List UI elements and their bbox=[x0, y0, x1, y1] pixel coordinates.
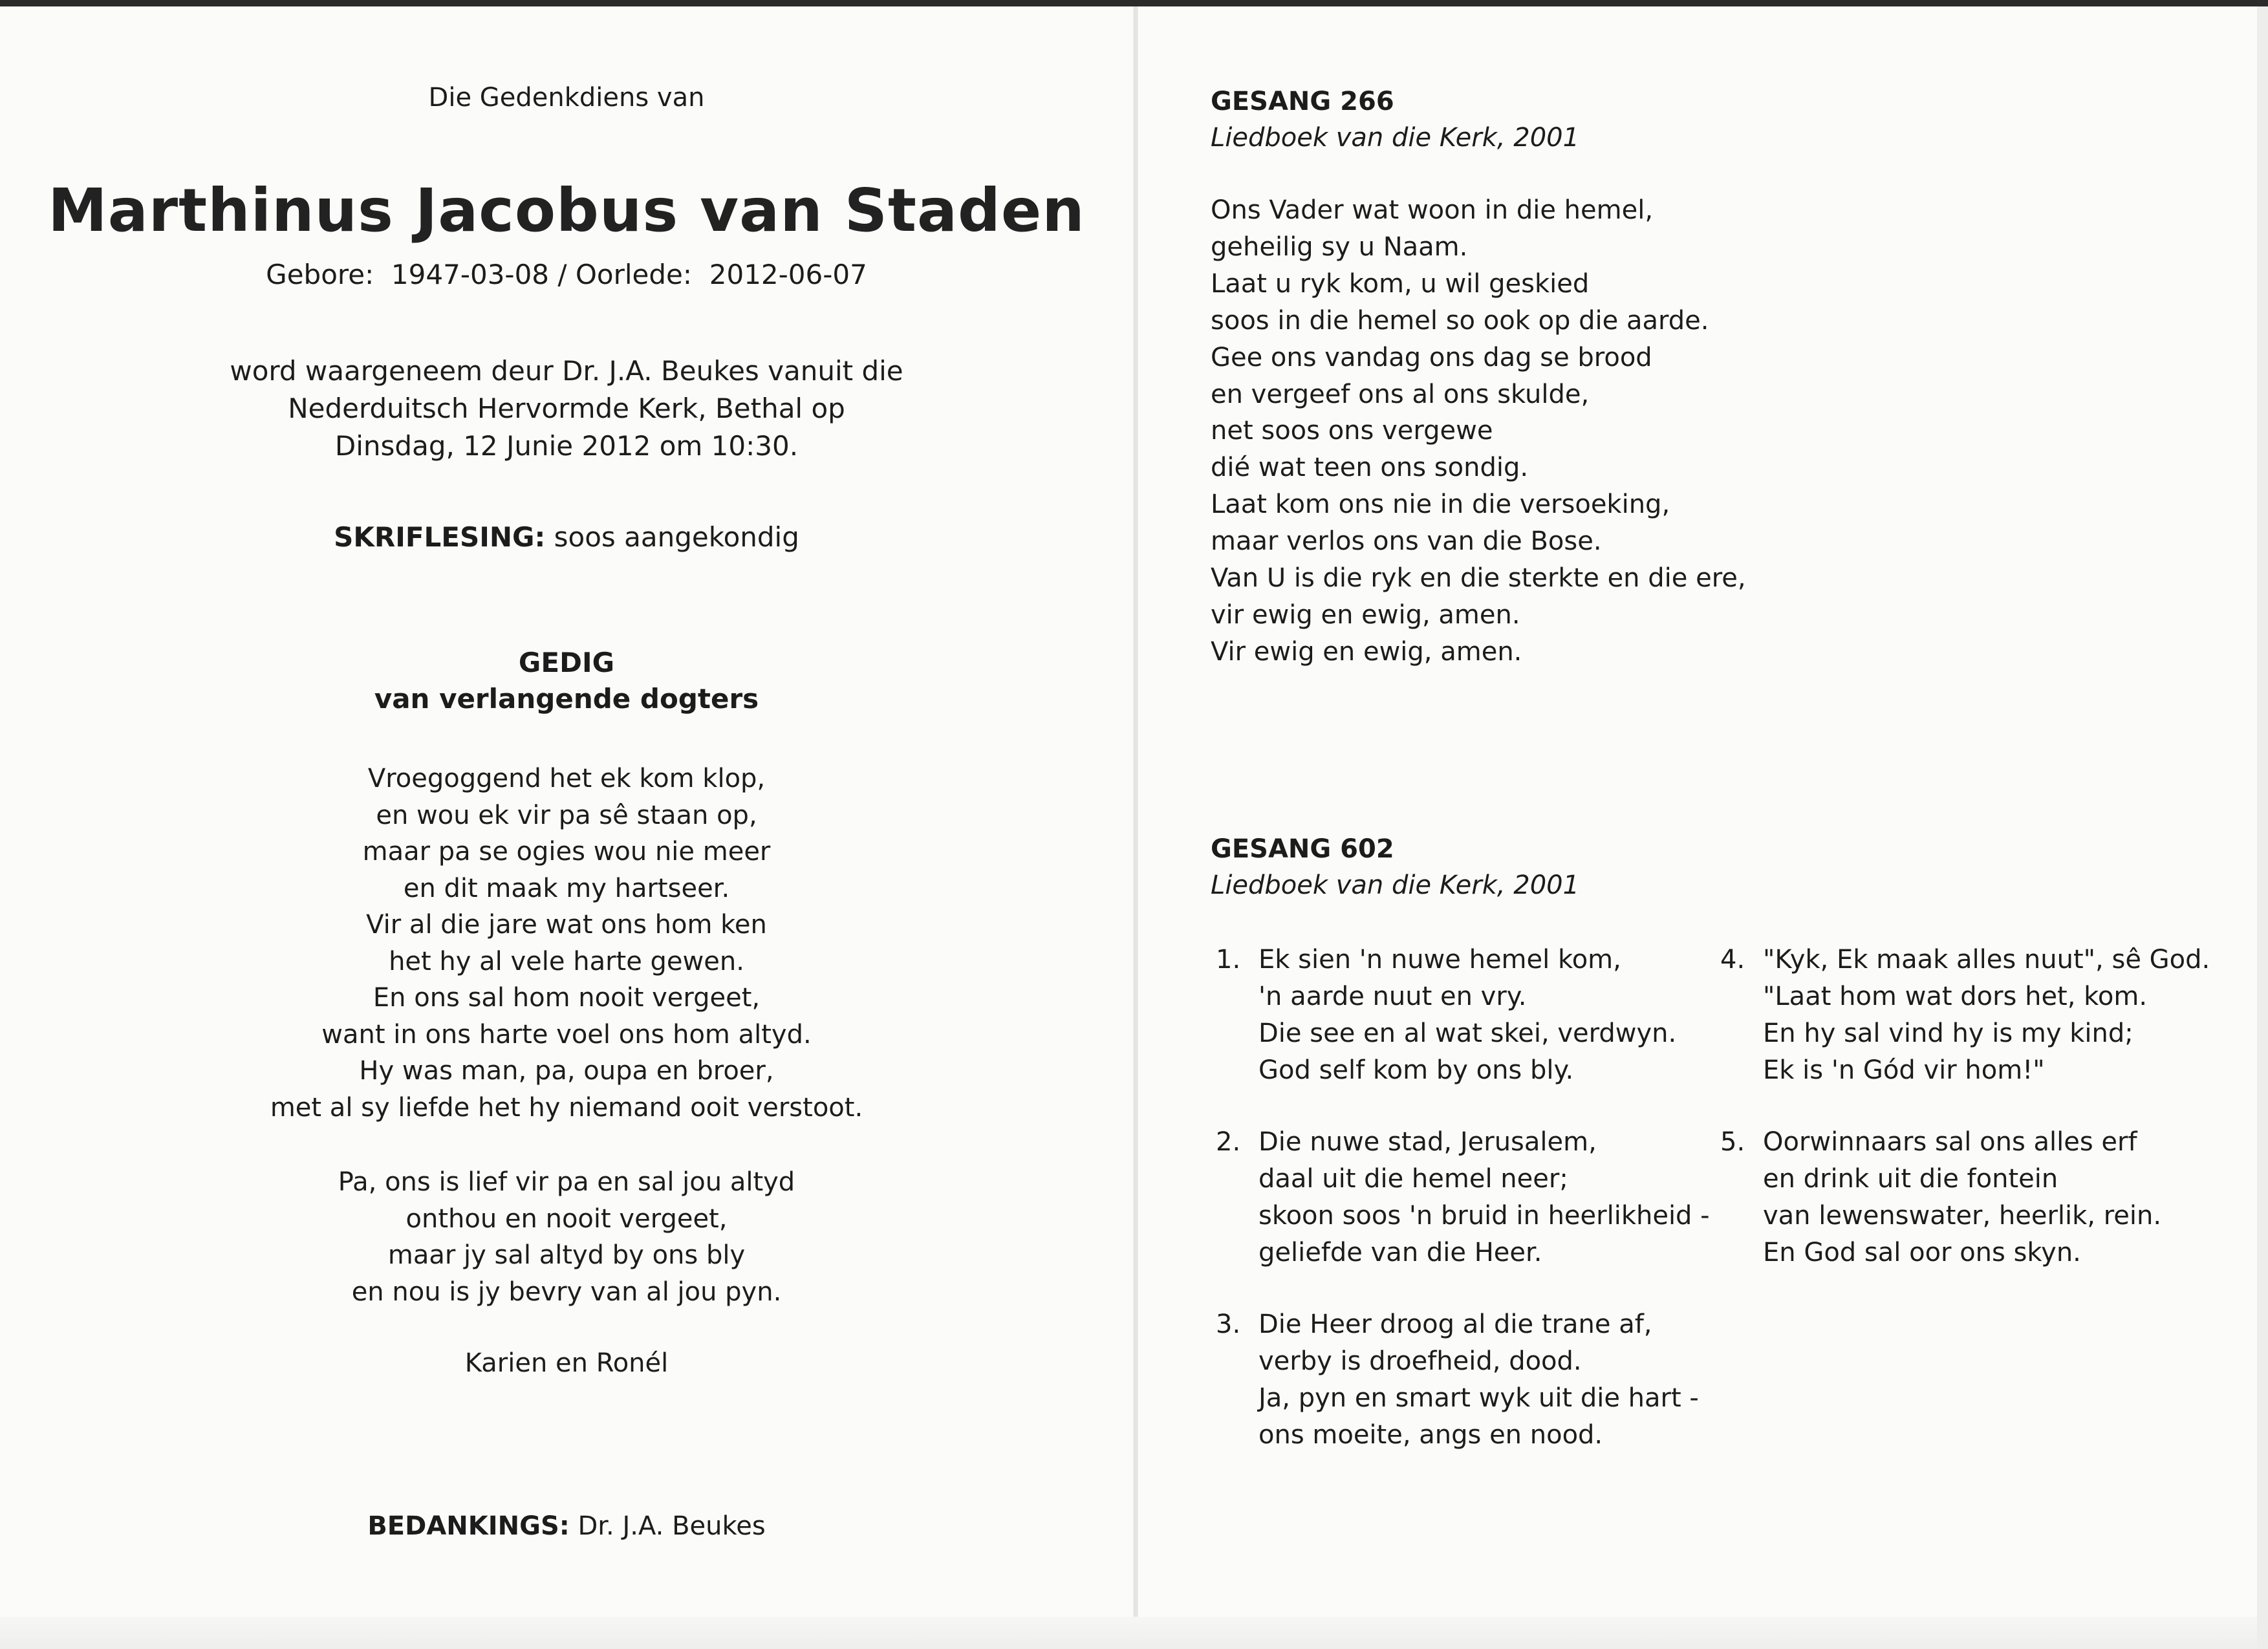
memorial-heading: Die Gedenkdiens van bbox=[428, 83, 705, 113]
lyric-line: En hy sal vind hy is my kind; bbox=[1763, 1018, 2133, 1048]
poem-line: Vroegoggend het ek kom klop, bbox=[367, 764, 766, 793]
right-page bbox=[1138, 0, 2257, 1649]
lyric-line: Laat u ryk kom, u wil geskied bbox=[1211, 268, 1590, 299]
lyric-line: Ons Vader wat woon in die hemel, bbox=[1211, 195, 1654, 225]
lyric-line: Vir ewig en ewig, amen. bbox=[1211, 636, 1522, 667]
poem-line: en dit maak my hartseer. bbox=[403, 873, 730, 903]
poem-subtitle: van verlangende dogters bbox=[374, 683, 759, 715]
lyric-line: net soos ons vergewe bbox=[1211, 416, 1493, 446]
poem-line: maar jy sal altyd by ons bly bbox=[387, 1240, 746, 1270]
scripture-label: SKRIFLESING: bbox=[334, 521, 546, 553]
poem-line: met al sy liefde het hy niemand ooit verstoot. bbox=[270, 1092, 863, 1123]
service-details bbox=[0, 352, 1133, 465]
poem-line: en wou ek vir pa sê staan op, bbox=[376, 800, 757, 830]
scripture-reading bbox=[0, 521, 1133, 553]
stanza-number: 1. bbox=[1216, 945, 1241, 975]
song-2-source: Liedboek van die Kerk, 2001 bbox=[1211, 870, 1580, 900]
lyric-line: Ek is 'n Gód vir hom!" bbox=[1763, 1055, 2045, 1085]
thanks-label: BEDANKINGS: bbox=[367, 1511, 570, 1541]
lyric-line: "Kyk, Ek maak alles nuut", sê God. bbox=[1763, 945, 2210, 975]
song-1-title: GESANG 266 bbox=[1211, 87, 1394, 116]
lyric-line: Die see en al wat skei, verdwyn. bbox=[1258, 1018, 1677, 1048]
lyric-line: en vergeef ons al ons skulde, bbox=[1211, 379, 1590, 409]
lyric-line: Laat kom ons nie in die versoeking, bbox=[1211, 490, 1670, 520]
lyric-line: Van U is die ryk en die sterkte en die ere, bbox=[1211, 563, 1746, 594]
lyric-line: Gee ons vandag ons dag se brood bbox=[1211, 342, 1652, 372]
poem-line: want in ons harte voel ons hom altyd. bbox=[321, 1019, 812, 1050]
stanza-2 bbox=[1216, 1124, 1710, 1271]
lyric-line: van lewenswater, heerlik, rein. bbox=[1763, 1201, 2162, 1231]
stanza-5 bbox=[1720, 1124, 2161, 1271]
lyric-line: Die Heer droog al die trane af, bbox=[1258, 1310, 1652, 1339]
lyric-line: daal uit die hemel neer; bbox=[1258, 1164, 1568, 1194]
lyric-line: "Laat hom wat dors het, kom. bbox=[1763, 982, 2148, 1011]
song-1-lyrics bbox=[1211, 192, 1746, 671]
lyric-line: Die nuwe stad, Jerusalem, bbox=[1258, 1127, 1597, 1157]
lyric-line: geliefde van die Heer. bbox=[1258, 1238, 1542, 1267]
lyric-line: geheilig sy u Naam. bbox=[1211, 232, 1468, 262]
song-2-title: GESANG 602 bbox=[1211, 834, 1394, 864]
poem-verse-2 bbox=[0, 1164, 1133, 1310]
stanza-3 bbox=[1216, 1306, 1699, 1454]
poem-verse-1 bbox=[0, 760, 1133, 1126]
poem-signature: Karien en Ronél bbox=[464, 1348, 669, 1378]
thanks-value: Dr. J.A. Beukes bbox=[578, 1511, 766, 1541]
stanza-4 bbox=[1720, 942, 2210, 1089]
poem-line: Vir al die jare wat ons hom ken bbox=[366, 910, 767, 940]
birth-death-dates: Gebore: 1947-03-08 / Oorlede: 2012-06-07 bbox=[266, 259, 867, 290]
poem-title: GEDIG bbox=[518, 647, 615, 678]
service-line: Nederduitsch Hervormde Kerk, Bethal op bbox=[288, 393, 845, 424]
stanza-1 bbox=[1216, 942, 1676, 1089]
stanza-number: 4. bbox=[1720, 945, 1745, 975]
poem-line: onthou en nooit vergeet, bbox=[405, 1203, 728, 1234]
lyric-line: maar verlos ons van die Bose. bbox=[1211, 526, 1602, 557]
song-1-source: Liedboek van die Kerk, 2001 bbox=[1211, 123, 1580, 153]
lyric-line: skoon soos 'n bruid in heerlikheid - bbox=[1258, 1201, 1710, 1231]
deceased-name: Marthinus Jacobus van Staden bbox=[48, 176, 1085, 245]
lyric-line: 'n aarde nuut en vry. bbox=[1258, 982, 1527, 1011]
lyric-line: Ek sien 'n nuwe hemel kom, bbox=[1258, 945, 1621, 975]
page-fold bbox=[1133, 6, 1138, 1649]
poem-line: en nou is jy bevry van al jou pyn. bbox=[351, 1277, 782, 1307]
lyric-line: dié wat teen ons sondig. bbox=[1211, 453, 1529, 483]
poem-line: maar pa se ogies wou nie meer bbox=[362, 837, 771, 867]
service-line: Dinsdag, 12 Junie 2012 om 10:30. bbox=[334, 430, 799, 462]
lyric-line: verby is droefheid, dood. bbox=[1258, 1346, 1582, 1376]
stanza-number: 3. bbox=[1216, 1310, 1241, 1339]
poem-line: En ons sal hom nooit vergeet, bbox=[373, 983, 761, 1013]
lyric-line: en drink uit die fontein bbox=[1763, 1164, 2058, 1194]
stanza-number: 2. bbox=[1216, 1127, 1241, 1157]
scripture-value: soos aangekondig bbox=[554, 521, 799, 553]
lyric-line: vir ewig en ewig, amen. bbox=[1211, 599, 1520, 630]
scan-right-edge bbox=[2257, 6, 2268, 1649]
lyric-line: Ja, pyn en smart wyk uit die hart - bbox=[1258, 1383, 1699, 1413]
stanza-number: 5. bbox=[1720, 1127, 1745, 1157]
lyric-line: soos in die hemel so ook op die aarde. bbox=[1211, 305, 1709, 336]
lyric-line: En God sal oor ons skyn. bbox=[1763, 1238, 2081, 1267]
poem-line: Pa, ons is lief vir pa en sal jou altyd bbox=[338, 1167, 795, 1197]
lyric-line: God self kom by ons bly. bbox=[1258, 1055, 1574, 1085]
poem-line: het hy al vele harte gewen. bbox=[389, 946, 744, 976]
left-page bbox=[0, 0, 1133, 1649]
lyric-line: ons moeite, angs en nood. bbox=[1258, 1420, 1603, 1450]
poem-heading bbox=[0, 645, 1133, 717]
lyric-line: Oorwinnaars sal ons alles erf bbox=[1763, 1127, 2137, 1157]
service-line: word waargeneem deur Dr. J.A. Beukes vanuit die bbox=[230, 355, 903, 387]
poem-line: Hy was man, pa, oupa en broer, bbox=[359, 1056, 774, 1086]
thanks-line bbox=[0, 1511, 1133, 1541]
